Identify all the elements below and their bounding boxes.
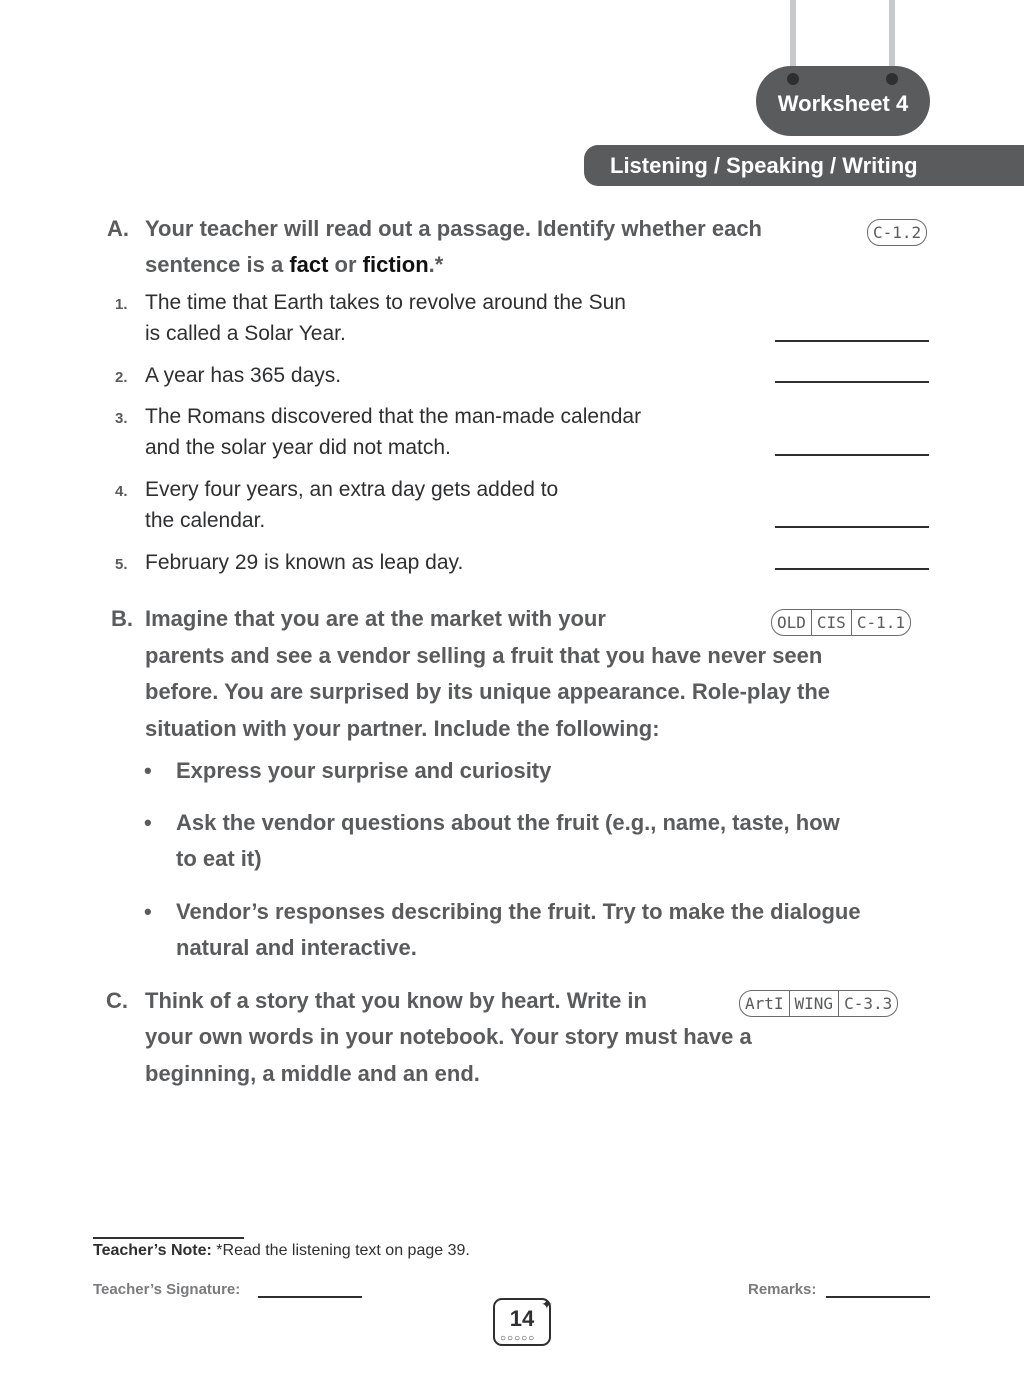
item-text: is called a Solar Year. bbox=[145, 322, 346, 345]
sparkle-icon: ✦ bbox=[541, 1296, 553, 1312]
section-c-letter: C. bbox=[106, 988, 128, 1013]
section-a-instruction-line: Your teacher will read out a passage. Identify whether each bbox=[145, 216, 762, 241]
section-a-instruction-line: sentence is a fact or fiction.* bbox=[145, 252, 444, 277]
bullet-text: Express your surprise and curiosity bbox=[176, 758, 552, 783]
item-text: February 29 is known as leap day. bbox=[145, 551, 464, 574]
competency-code: C-3.3 bbox=[844, 994, 893, 1013]
competency-code: C-1.1 bbox=[856, 613, 905, 632]
answer-blank bbox=[775, 340, 929, 342]
teacher-note-label: Teacher’s Note: bbox=[93, 1242, 212, 1259]
worksheet-badge bbox=[756, 66, 930, 136]
section-c-instruction-line: your own words in your notebook. Your story must have a bbox=[145, 1024, 752, 1049]
section-c-instruction-line: Think of a story that you know by heart. Write in bbox=[145, 988, 647, 1013]
remarks-line bbox=[826, 1296, 930, 1298]
competency-code: WING bbox=[790, 991, 840, 1016]
section-a-letter: A. bbox=[107, 216, 129, 241]
fact-keyword: fact bbox=[289, 252, 329, 277]
answer-blank bbox=[775, 454, 929, 456]
competency-code: C-1.2 bbox=[873, 223, 922, 242]
item-text: the calendar. bbox=[145, 509, 266, 532]
item-text: and the solar year did not match. bbox=[145, 436, 451, 459]
answer-blank bbox=[775, 381, 929, 383]
competency-code: CIS bbox=[812, 610, 852, 635]
bullet-text: Vendor’s responses describing the fruit. Try to make the dialogue bbox=[176, 899, 861, 924]
item-number: 5. bbox=[115, 556, 128, 573]
section-c-competency-tags bbox=[739, 990, 898, 1017]
page-number: 14 bbox=[509, 1306, 535, 1331]
teacher-note bbox=[93, 1242, 470, 1260]
section-b-instruction-line: parents and see a vendor selling a fruit that you have never seen bbox=[145, 643, 823, 668]
section-b-letter: B. bbox=[111, 606, 133, 631]
hanger-hole-left bbox=[787, 73, 799, 85]
teacher-signature-label: Teacher’s Signature: bbox=[93, 1281, 241, 1298]
section-b-instruction-line: situation with your partner. Include the following: bbox=[145, 716, 660, 741]
competency-code: ArtI bbox=[740, 991, 790, 1016]
answer-blank bbox=[775, 568, 929, 570]
item-text: A year has 365 days. bbox=[145, 364, 342, 387]
teacher-note-text: *Read the listening text on page 39. bbox=[211, 1242, 470, 1259]
skills-label: Listening / Speaking / Writing bbox=[610, 153, 918, 178]
hanger-hole-right bbox=[886, 73, 898, 85]
item-text: The Romans discovered that the man-made calendar bbox=[145, 405, 642, 428]
bullet-icon: • bbox=[144, 899, 152, 924]
item-number: 4. bbox=[115, 483, 128, 500]
answer-blank bbox=[775, 526, 929, 528]
page-badge-dots: ○○○○○ bbox=[500, 1333, 536, 1344]
teacher-signature-line bbox=[258, 1296, 362, 1298]
item-text: Every four years, an extra day gets added to bbox=[145, 478, 559, 501]
item-number: 2. bbox=[115, 369, 128, 386]
bullet-text: Ask the vendor questions about the fruit (e.g., name, taste, how bbox=[176, 810, 840, 835]
section-b-instruction-line: Imagine that you are at the market with your bbox=[145, 606, 606, 631]
item-number: 1. bbox=[115, 296, 128, 313]
bullet-icon: • bbox=[144, 810, 152, 835]
footnote-divider bbox=[93, 1237, 244, 1239]
skills-bar bbox=[584, 145, 1024, 186]
section-b-instruction-line: before. You are surprised by its unique appearance. Role-play the bbox=[145, 679, 831, 704]
fiction-keyword: fiction bbox=[362, 252, 429, 277]
bullet-icon: • bbox=[144, 758, 152, 783]
worksheet-label: Worksheet 4 bbox=[777, 91, 909, 116]
remarks-label: Remarks: bbox=[748, 1281, 817, 1298]
section-a-competency-tag bbox=[867, 219, 927, 246]
bullet-text: to eat it) bbox=[176, 846, 262, 871]
bullet-text: natural and interactive. bbox=[176, 935, 417, 960]
section-c-instruction-line: beginning, a middle and an end. bbox=[145, 1061, 480, 1086]
section-b-competency-tags bbox=[771, 609, 911, 636]
item-number: 3. bbox=[115, 410, 128, 427]
competency-code: OLD bbox=[772, 610, 812, 635]
item-text: The time that Earth takes to revolve around the Sun bbox=[145, 291, 626, 314]
